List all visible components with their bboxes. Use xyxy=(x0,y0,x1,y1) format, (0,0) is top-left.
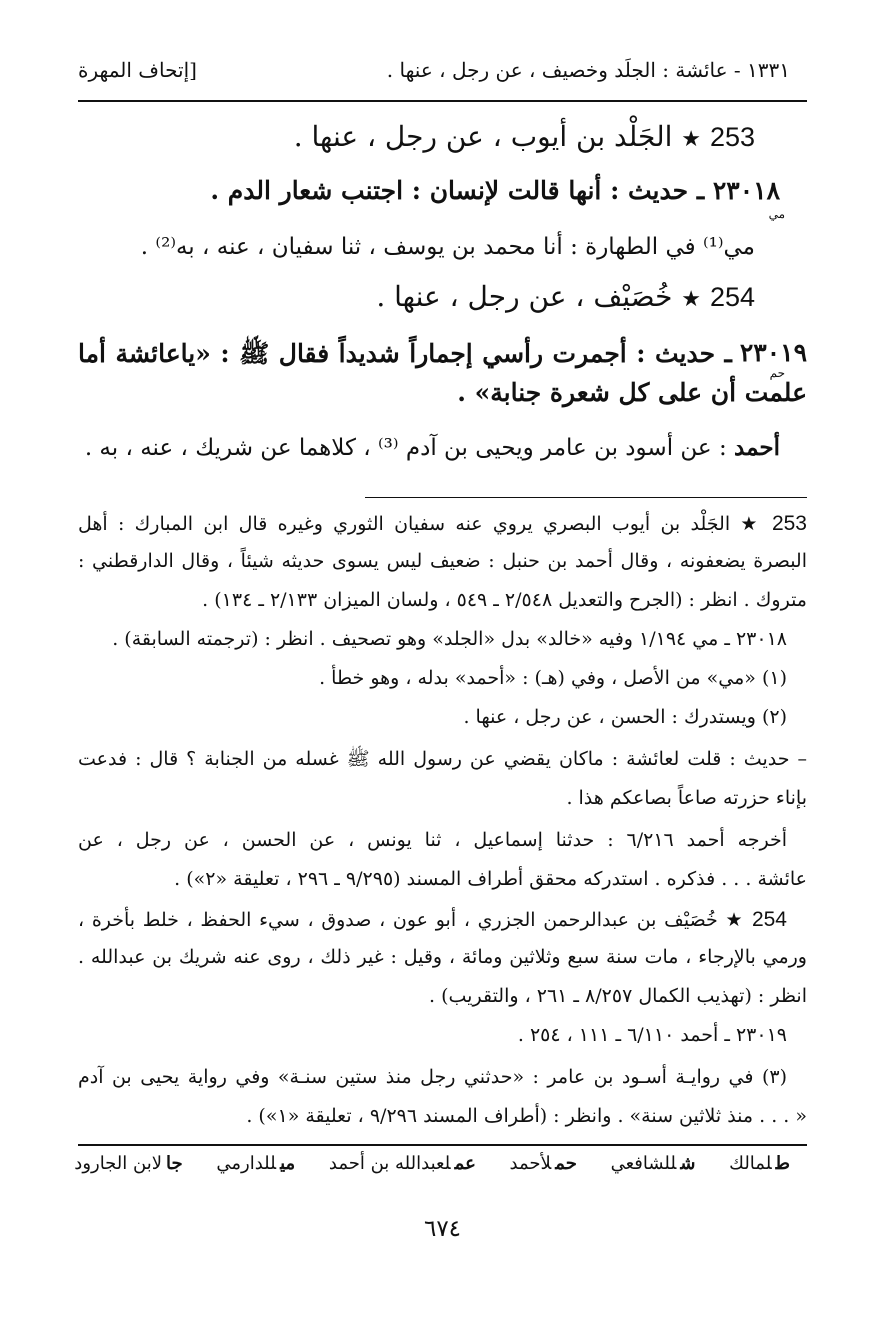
hadith-23018 xyxy=(78,176,780,205)
source-mark: حم xyxy=(769,366,785,380)
hadith-number: ٢٣٠١٨ xyxy=(712,176,780,205)
legend-label: للشافعي xyxy=(610,1153,677,1174)
footnote-text: الجَلْد بن أيوب البصري يروي عنه سفيان الثوري وغيره قال ابن المبارك : أهل xyxy=(78,513,731,535)
header-title: ١٣٣١ - عائشة : الجلَد وخصيف ، عن رجل ، عنها . xyxy=(386,58,790,82)
legend-rule xyxy=(78,1144,807,1146)
legend-item xyxy=(74,1153,182,1174)
header-rule xyxy=(78,100,807,102)
footnote-hadith-line-1: – حديث : قلت لعائشة : ماكان يقضي عن رسول الله ﷺ غسله من الجنابة ؟ قال : فدعت xyxy=(78,748,807,770)
hadith-text-line-2: علمت أن على كل شعرة جنابة» . xyxy=(457,378,807,407)
legend-item xyxy=(510,1153,577,1174)
header-book-title: [إتحاف المهرة xyxy=(78,58,197,82)
footnote-23018: ٢٣٠١٨ ـ مي ١/١٩٤ وفيه «خالد» بدل «الجلد» وهو تصحيف . انظر : (ترجمته السابقة) . xyxy=(112,628,787,650)
legend-label: لابن الجارود xyxy=(74,1153,162,1174)
legend-item xyxy=(729,1153,790,1174)
star-icon: ★ xyxy=(725,909,745,931)
entry-253 xyxy=(78,120,755,153)
source-mark: مي xyxy=(768,207,785,221)
legend-key: حم xyxy=(555,1153,577,1174)
hadith-dash: ـ xyxy=(696,176,705,205)
footnote-253-line-2: البصرة يضعفونه ، وقال أحمد بن حنبل : ضعيف ليس يسوى حديثه شيئاً ، وقال الدارقطني : xyxy=(78,550,807,572)
footnote-254-line-1 xyxy=(78,904,787,936)
legend-key: جا xyxy=(166,1153,183,1174)
footnote-text: خُصَيْف بن عبدالرحمن الجزري ، أبو عون ، صدوق ، سيء الحفظ ، خلط بأخرة ، xyxy=(78,909,718,931)
legend-item xyxy=(611,1153,696,1174)
legend-label: للدارمي xyxy=(216,1153,277,1174)
footnote-separator xyxy=(365,497,807,498)
entry-text: خُصَيْف ، عن رجل ، عنها . xyxy=(376,280,673,313)
footnote-3-line-1: (٣) في روايـة أسـود بن عامر : «حدثني رجل منذ ستين سنـة» وفي رواية يحيى بن آدم xyxy=(78,1066,787,1088)
hadith-23018-source xyxy=(78,234,755,260)
footnotes xyxy=(78,508,807,1133)
footnote-2: (٢) ويستدرك : الحسن ، عن رجل ، عنها . xyxy=(463,706,787,728)
page-number: ٦٧٤ xyxy=(423,1216,462,1242)
legend-key: مي xyxy=(280,1153,296,1174)
legend-key: عم xyxy=(454,1153,476,1174)
star-icon: ★ xyxy=(681,127,702,152)
footnote-1: (١) «مي» من الأصل ، وفي (هـ) : «أحمد» بدله ، وهو خطأ . xyxy=(319,667,787,689)
entry-254 xyxy=(78,280,755,313)
legend-key: ش xyxy=(680,1153,696,1174)
hadith-text-line-1: ـ حديث : أجمرت رأسي إجماراً شديداً فقال ﷺ : «ياعائشة أما xyxy=(78,339,732,368)
entry-number: 253 xyxy=(709,122,755,152)
hadith-23019 xyxy=(78,338,807,375)
footnote-254-line-3: انظر : (تهذيب الكمال ٨/٢٥٧ ـ ٢٦١ ، والتقريب) . xyxy=(429,985,807,1007)
legend-item xyxy=(329,1153,476,1174)
entry-number: 253 xyxy=(771,512,807,535)
star-icon: ★ xyxy=(740,513,762,535)
footnote-3-line-2: « . . . منذ ثلاثين سنة» . وانظر : (أطراف المسند ٩/٢٩٦ ، تعليقة «١») . xyxy=(246,1105,807,1127)
star-icon: ★ xyxy=(681,287,702,312)
source-line: مي⁽¹⁾ في الطهارة : أنا محمد بن يوسف ، ثنا سفيان ، عنه ، به⁽²⁾ . xyxy=(140,234,755,260)
footnote-23019: ٢٣٠١٩ ـ أحمد ٦/١١٠ ـ ١١١ ، ٢٥٤ . xyxy=(517,1024,787,1046)
entry-number: 254 xyxy=(709,282,755,312)
legend-item xyxy=(216,1153,295,1174)
entry-text: الجَلْد بن أيوب ، عن رجل ، عنها . xyxy=(293,120,673,153)
hadith-text: حديث : أنها قالت لإنسان : اجتنب شعار الدم . xyxy=(210,176,689,205)
entry-number: 254 xyxy=(751,908,787,931)
main-text xyxy=(78,110,807,480)
footnote-takhrij-line-1: أخرجه أحمد ٦/٢١٦ : حدثنا إسماعيل ، ثنا يونس ، عن الحسن ، عن رجل ، عن xyxy=(78,829,788,851)
legend-key: ط xyxy=(775,1153,790,1174)
hadith-23019-line-2 xyxy=(78,378,807,407)
source-rest: : عن أسود بن عامر ويحيى بن آدم ⁽³⁾ ، كلاهما عن شريك ، عنه ، به . xyxy=(84,435,727,461)
hadith-23019-source xyxy=(78,434,780,461)
running-header xyxy=(78,58,790,94)
abbreviation-legend xyxy=(74,1153,790,1174)
legend-label: لمالك xyxy=(729,1153,772,1174)
footnote-253-line-3: متروك . انظر : (الجرح والتعديل ٢/٥٤٨ ـ ٥٤٩ ، ولسان الميزان ٢/١٣٣ ـ ١٣٤) . xyxy=(202,589,807,611)
footnote-253-line-1 xyxy=(78,508,807,540)
source-name: أحمد xyxy=(734,434,780,461)
legend-label: لأحمد xyxy=(509,1153,552,1174)
footnote-takhrij-line-2: عائشة . . . فذكره . استدركه محقق أطراف المسند (٩/٢٩٥ ـ ٢٩٦ ، تعليقة «٢») . xyxy=(174,868,807,890)
footnote-hadith-line-2: بإناء حزرته صاعاً بصاعكم هذا . xyxy=(566,787,807,809)
legend-label: لعبدالله بن أحمد xyxy=(328,1153,451,1174)
footnote-254-line-2: ورمي بالإرجاء ، مات سنة سبع وثلاثين ومائة ، وقيل : غير ذلك ، روى عنه شريك بن عبدالله . xyxy=(78,946,807,968)
hadith-number: ٢٣٠١٩ xyxy=(739,338,807,367)
